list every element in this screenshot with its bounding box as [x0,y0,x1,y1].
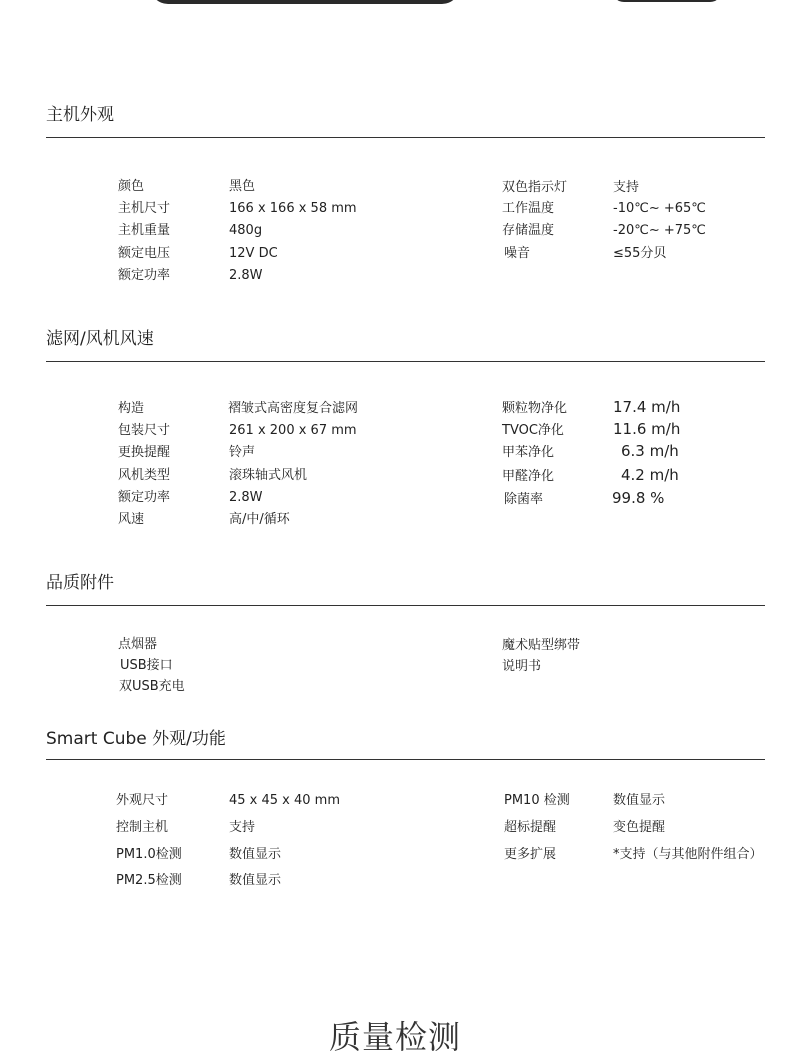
spec-label: 更多扩展 [504,847,557,862]
accessory-item: 魔术贴型绑带 [502,638,581,653]
spec-label: 额定功率 [118,490,171,505]
spec-value: 4.2 m/h [621,466,679,484]
spec-label: PM2.5检测 [116,873,182,888]
spec-label: 甲苯净化 [502,445,555,460]
spec-value: 数值显示 [229,847,282,862]
spec-label: 超标提醒 [504,820,557,835]
spec-value: 166 x 166 x 58 mm [229,201,357,216]
divider [46,137,765,138]
divider [46,605,765,606]
spec-value: 滚珠轴式风机 [229,468,308,483]
product-image-edge-left [150,0,460,4]
spec-label: 包装尺寸 [118,423,171,438]
spec-value: 2.8W [229,490,263,505]
spec-value: 45 x 45 x 40 mm [229,793,341,808]
spec-label: 噪音 [504,246,531,261]
spec-value: 17.4 m/h [613,398,681,416]
section-title-filter: 滤网/风机风速 [46,329,154,349]
spec-value: 6.3 m/h [621,442,679,460]
spec-label: PM10 检测 [504,793,570,808]
spec-value: -10℃~ +65℃ [613,201,706,216]
spec-label: 主机重量 [118,223,171,238]
spec-label: 更换提醒 [118,445,171,460]
spec-value: 2.8W [229,268,263,283]
spec-value: -20℃~ +75℃ [613,223,706,238]
spec-value: 99.8 % [612,489,665,507]
spec-label: 风机类型 [118,468,171,483]
spec-value: ≤55分贝 [613,246,667,261]
spec-value: 数值显示 [229,873,282,888]
spec-label: 额定功率 [118,268,171,283]
spec-label: 甲醛净化 [502,469,555,484]
spec-label: PM1.0检测 [116,847,182,862]
spec-label: TVOC净化 [502,423,564,438]
spec-label: 主机尺寸 [118,201,171,216]
spec-value: 261 x 200 x 67 mm [229,423,357,438]
accessory-item: 点烟器 [118,637,158,652]
section-title-smart-cube: Smart Cube 外观/功能 [46,729,226,749]
spec-value: 褶皱式高密度复合滤网 [228,401,359,416]
spec-label: 颜色 [118,179,145,194]
spec-value: 480g [229,223,263,238]
spec-value: 支持 [229,820,256,835]
section-title-appearance: 主机外观 [46,105,114,125]
spec-value: 11.6 m/h [613,420,681,438]
spec-label: 双色指示灯 [502,180,568,195]
spec-label: 控制主机 [116,820,169,835]
accessory-item: 双USB充电 [119,679,185,694]
spec-label: 外观尺寸 [116,793,169,808]
spec-value: 数值显示 [613,793,666,808]
spec-label: 构造 [118,401,145,416]
spec-value: 铃声 [229,445,256,460]
section-title-accessories: 品质附件 [46,573,114,593]
accessory-item: USB接口 [120,658,173,673]
divider [46,361,765,362]
product-image-edge-right [612,0,722,2]
spec-label: 额定电压 [118,246,171,261]
spec-label: 风速 [118,512,145,527]
spec-value: *支持（与其他附件组合） [613,847,763,862]
spec-value: 黑色 [229,179,256,194]
spec-value: 支持 [613,180,640,195]
spec-label: 除菌率 [504,492,544,507]
spec-label: 颗粒物净化 [502,401,568,416]
spec-value: 高/中/循环 [229,512,290,527]
spec-label: 存储温度 [502,223,555,238]
accessory-item: 说明书 [502,659,542,674]
spec-value: 12V DC [229,246,278,261]
spec-value: 变色提醒 [613,820,666,835]
quality-test-title: 质量检测 [328,1018,461,1056]
divider [46,759,765,760]
spec-label: 工作温度 [502,201,555,216]
